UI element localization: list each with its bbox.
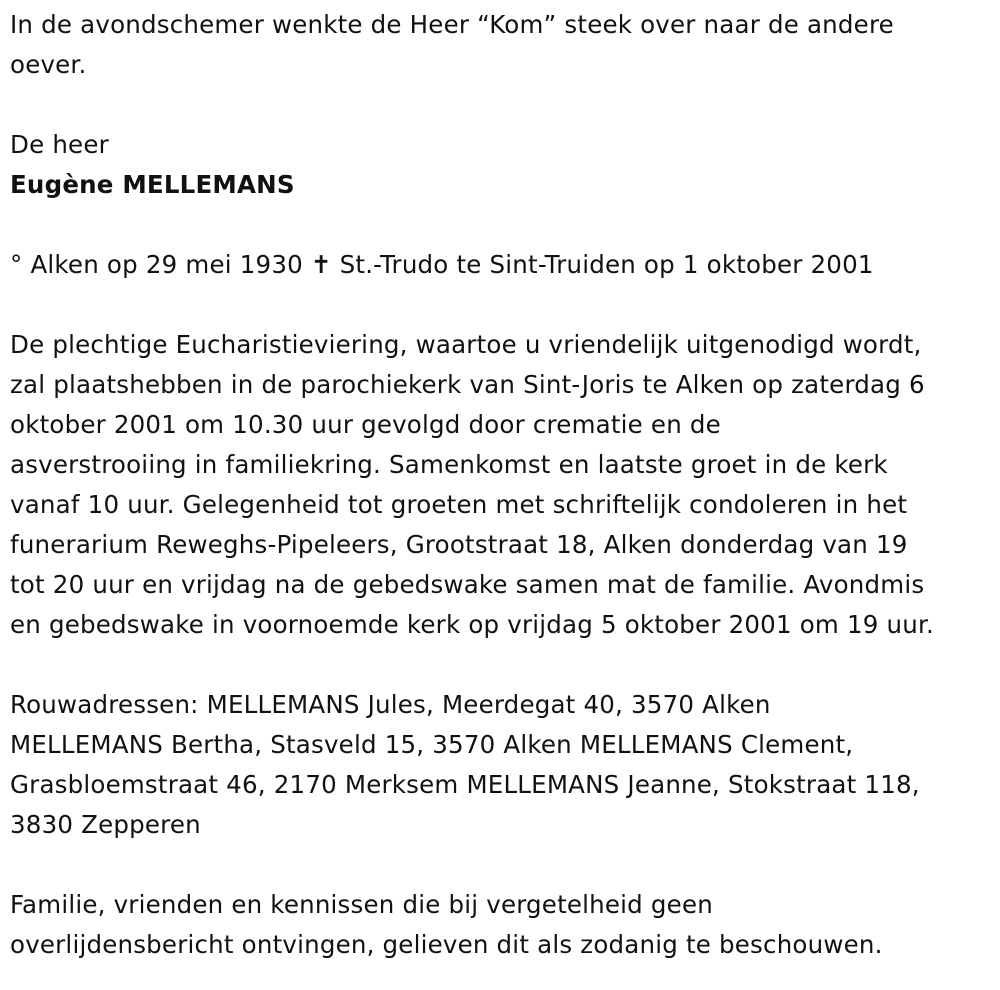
salutation: De heer (10, 130, 109, 159)
ceremony-line: asverstrooiing in familiekring. Samenkomst en laatste groet in de kerk (10, 450, 888, 479)
birth-symbol: ° (10, 250, 23, 279)
ceremony-line: funerarium Reweghs-Pipeleers, Grootstraat 18, Alken donderdag van 19 (10, 530, 908, 559)
cross-icon: ✝ (310, 250, 332, 279)
ceremony-line: en gebedswake in voornoemde kerk op vrijdag 5 oktober 2001 om 19 uur. (10, 610, 934, 639)
opening-quote (10, 5, 995, 85)
obituary-notice (10, 5, 995, 965)
address-line: Rouwadressen: MELLEMANS Jules, Meerdegat 40, 3570 Alken (10, 690, 771, 719)
address-line: MELLEMANS Bertha, Stasveld 15, 3570 Alken MELLEMANS Clement, (10, 730, 854, 759)
closing-note (10, 885, 995, 965)
ceremony-line: oktober 2001 om 10.30 uur gevolgd door crematie en de (10, 410, 721, 439)
mourning-addresses (10, 685, 995, 845)
address-line: 3830 Zepperen (10, 810, 201, 839)
closing-line: Familie, vrienden en kennissen die bij vergetelheid geen (10, 890, 713, 919)
birth-details: Alken op 29 mei 1930 (30, 250, 303, 279)
ceremony-paragraph (10, 325, 995, 645)
address-line: Grasbloemstraat 46, 2170 Merksem MELLEMANS Jeanne, Stokstraat 118, (10, 770, 920, 799)
quote-line: oever. (10, 50, 87, 79)
death-details: St.-Trudo te Sint-Truiden op 1 oktober 2001 (339, 250, 874, 279)
life-dates (10, 245, 995, 285)
ceremony-line: zal plaatshebben in de parochiekerk van Sint-Joris te Alken op zaterdag 6 (10, 370, 925, 399)
ceremony-line: tot 20 uur en vrijdag na de gebedswake samen mat de familie. Avondmis (10, 570, 925, 599)
closing-line: overlijdensbericht ontvingen, gelieven dit als zodanig te beschouwen. (10, 930, 883, 959)
life-dates-line (10, 245, 995, 285)
deceased-heading (10, 125, 995, 205)
ceremony-line: De plechtige Eucharistieviering, waartoe u vriendelijk uitgenodigd wordt, (10, 330, 922, 359)
ceremony-line: vanaf 10 uur. Gelegenheid tot groeten met schriftelijk condoleren in het (10, 490, 908, 519)
quote-line: In de avondschemer wenkte de Heer “Kom” steek over naar de andere (10, 10, 894, 39)
deceased-name: Eugène MELLEMANS (10, 170, 295, 199)
